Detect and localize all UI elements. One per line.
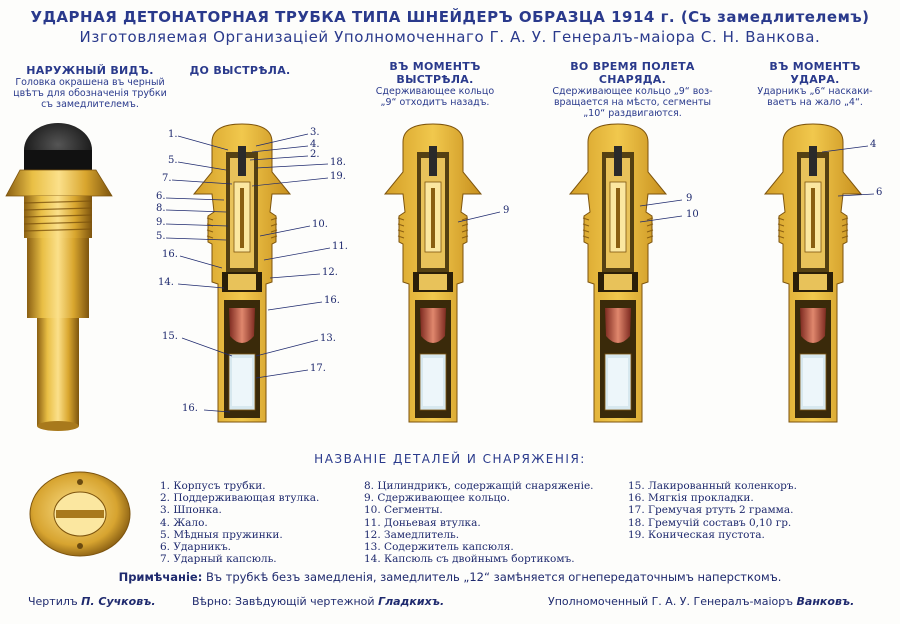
part-item: 2. Поддерживающая втулка. bbox=[160, 492, 320, 505]
part-item: 8. Цилиндрикъ, содержащiй снаряженiе. bbox=[364, 480, 594, 492]
callout-label: 6. bbox=[156, 191, 166, 202]
part-item: 4. Жало. bbox=[160, 516, 208, 529]
external-desc-line: цвѣтъ для обозначенiя трубки bbox=[13, 88, 167, 99]
parts-list-title: НАЗВАНIЕ ДЕТАЛЕЙ И СНАРЯЖЕНIЯ: bbox=[314, 452, 586, 466]
note-text: Въ трубкѣ безъ замедленiя, замедлитель „12“ замѣняется огнепередаточнымъ наперсткомъ. bbox=[205, 570, 782, 584]
section-before-shot bbox=[194, 124, 290, 422]
part-item: 14. Капсюль съ двойнымъ бортикомъ. bbox=[364, 553, 575, 566]
callout-label: 14. bbox=[158, 277, 174, 288]
part-item: 9. Сдерживающее кольцо. bbox=[364, 492, 510, 505]
section-in-flight bbox=[570, 124, 666, 422]
part-item: 3. Шпонка. bbox=[160, 504, 222, 517]
callout-label: 16. bbox=[182, 403, 198, 414]
callout-label: 12. bbox=[322, 267, 338, 278]
parts-column-1 bbox=[160, 480, 319, 565]
callout-label: 9 bbox=[503, 205, 510, 216]
callout-label: 3. bbox=[310, 127, 320, 138]
callout-label: 18. bbox=[330, 157, 346, 168]
impact-desc-line: ваетъ на жало „4“. bbox=[767, 97, 863, 108]
callout-label: 5. bbox=[156, 231, 166, 242]
verified-label: Вѣрно: Завѣдующiй чертежной bbox=[192, 595, 375, 608]
callout-label: 17. bbox=[310, 363, 326, 374]
end-view-disc bbox=[30, 472, 130, 556]
note-label: Примѣчанiе: bbox=[118, 570, 203, 584]
callout-label: 9. bbox=[156, 217, 166, 228]
flight-desc-line: „10“ раздвигаются. bbox=[583, 108, 682, 119]
before-shot-title: ДО ВЫСТРѢЛА. bbox=[189, 64, 291, 77]
external-desc-line: съ замедлителемъ. bbox=[41, 99, 139, 110]
callout-label: 6 bbox=[876, 187, 883, 198]
external-view-figure bbox=[6, 123, 112, 431]
parts-column-3 bbox=[628, 480, 797, 541]
part-item: 12. Замедлитель. bbox=[364, 528, 460, 541]
flight-desc-line: вращается на мѣсто, сегменты bbox=[553, 97, 712, 108]
callout-label: 16. bbox=[324, 295, 340, 306]
part-item: 11. Доньевая втулка. bbox=[364, 516, 481, 529]
callout-label: 7. bbox=[162, 173, 172, 184]
callout-label: 10 bbox=[686, 209, 699, 220]
part-item: 19. Коническая пустота. bbox=[628, 528, 765, 541]
callout-label: 4. bbox=[310, 139, 320, 150]
footer-authority bbox=[548, 595, 854, 608]
callout-label: 10. bbox=[312, 219, 328, 230]
page-subtitle: Изготовляемая Организацiей Уполномоченнаго Г. А. У. Генералъ-маiора С. Н. Ванкова. bbox=[79, 28, 821, 46]
verified-name: Гладкихъ. bbox=[378, 595, 445, 608]
part-item: 1. Корпусъ трубки. bbox=[160, 480, 266, 492]
callout-label: 8. bbox=[156, 203, 166, 214]
parts-column-2 bbox=[364, 480, 594, 565]
note bbox=[0, 570, 900, 584]
shot-title-2: ВЫСТРѢЛА. bbox=[396, 73, 474, 86]
part-item: 18. Гремучiй составъ 0,10 гр. bbox=[628, 516, 792, 529]
callout-label: 5. bbox=[168, 155, 178, 166]
part-item: 17. Гремучая ртуть 2 грамма. bbox=[628, 504, 794, 517]
drew-name: П. Сучковъ. bbox=[81, 595, 156, 608]
part-item: 10. Сегменты. bbox=[364, 504, 443, 517]
part-item: 5. Мѣдныя пружинки. bbox=[160, 528, 283, 541]
section-at-impact bbox=[765, 124, 861, 422]
callout-label: 16. bbox=[162, 249, 178, 260]
external-desc-line: Головка окрашена въ черный bbox=[15, 77, 165, 88]
external-view-title: НАРУЖНЫЙ ВИДЪ. bbox=[26, 64, 154, 77]
callout-label: 13. bbox=[320, 333, 336, 344]
shot-desc-line: Сдерживающее кольцо bbox=[375, 86, 495, 97]
callout-label: 4 bbox=[870, 139, 877, 150]
footer-drew bbox=[28, 595, 156, 608]
callout-label: 1. bbox=[168, 129, 178, 140]
footer-verified bbox=[192, 595, 444, 608]
shot-desc-line: „9“ отходитъ назадъ. bbox=[380, 97, 490, 108]
authority-name: Ванковъ. bbox=[796, 595, 855, 608]
drew-label: Чертилъ bbox=[28, 595, 78, 608]
callout-label: 11. bbox=[332, 241, 348, 252]
section-at-shot bbox=[385, 124, 481, 422]
part-item: 7. Ударный капсюль. bbox=[160, 553, 277, 566]
part-item: 15. Лакированный коленкоръ. bbox=[628, 480, 797, 492]
callout-label: 19. bbox=[330, 171, 346, 182]
authority-label: Уполномоченный Г. А. У. Генералъ-маiоръ bbox=[548, 595, 794, 608]
callout-label: 9 bbox=[686, 193, 693, 204]
part-item: 13. Содержитель капсюля. bbox=[364, 541, 514, 554]
part-item: 16. Мягкiя прокладки. bbox=[628, 492, 754, 505]
part-item: 6. Ударникъ. bbox=[160, 541, 231, 554]
flight-desc-line: Сдерживающее кольцо „9“ воз- bbox=[552, 86, 713, 97]
shot-title: ВЪ МОМЕНТЪ bbox=[389, 60, 481, 73]
callout-label: 15. bbox=[162, 331, 178, 342]
callout-label: 2. bbox=[310, 149, 320, 160]
impact-desc-line: Ударникъ „6“ наскаки- bbox=[757, 86, 873, 97]
impact-title: ВЪ МОМЕНТЪ УДАРА. bbox=[769, 60, 861, 86]
flight-title: ВО ВРЕМЯ ПОЛЕТА СНАРЯДА. bbox=[570, 60, 695, 86]
page-title: УДАРНАЯ ДЕТОНАТОРНАЯ ТРУБКА ТИПА ШНЕЙДЕРЪ ОБРАЗЦА 1914 г. (Съ замедлителемъ) bbox=[30, 8, 870, 26]
